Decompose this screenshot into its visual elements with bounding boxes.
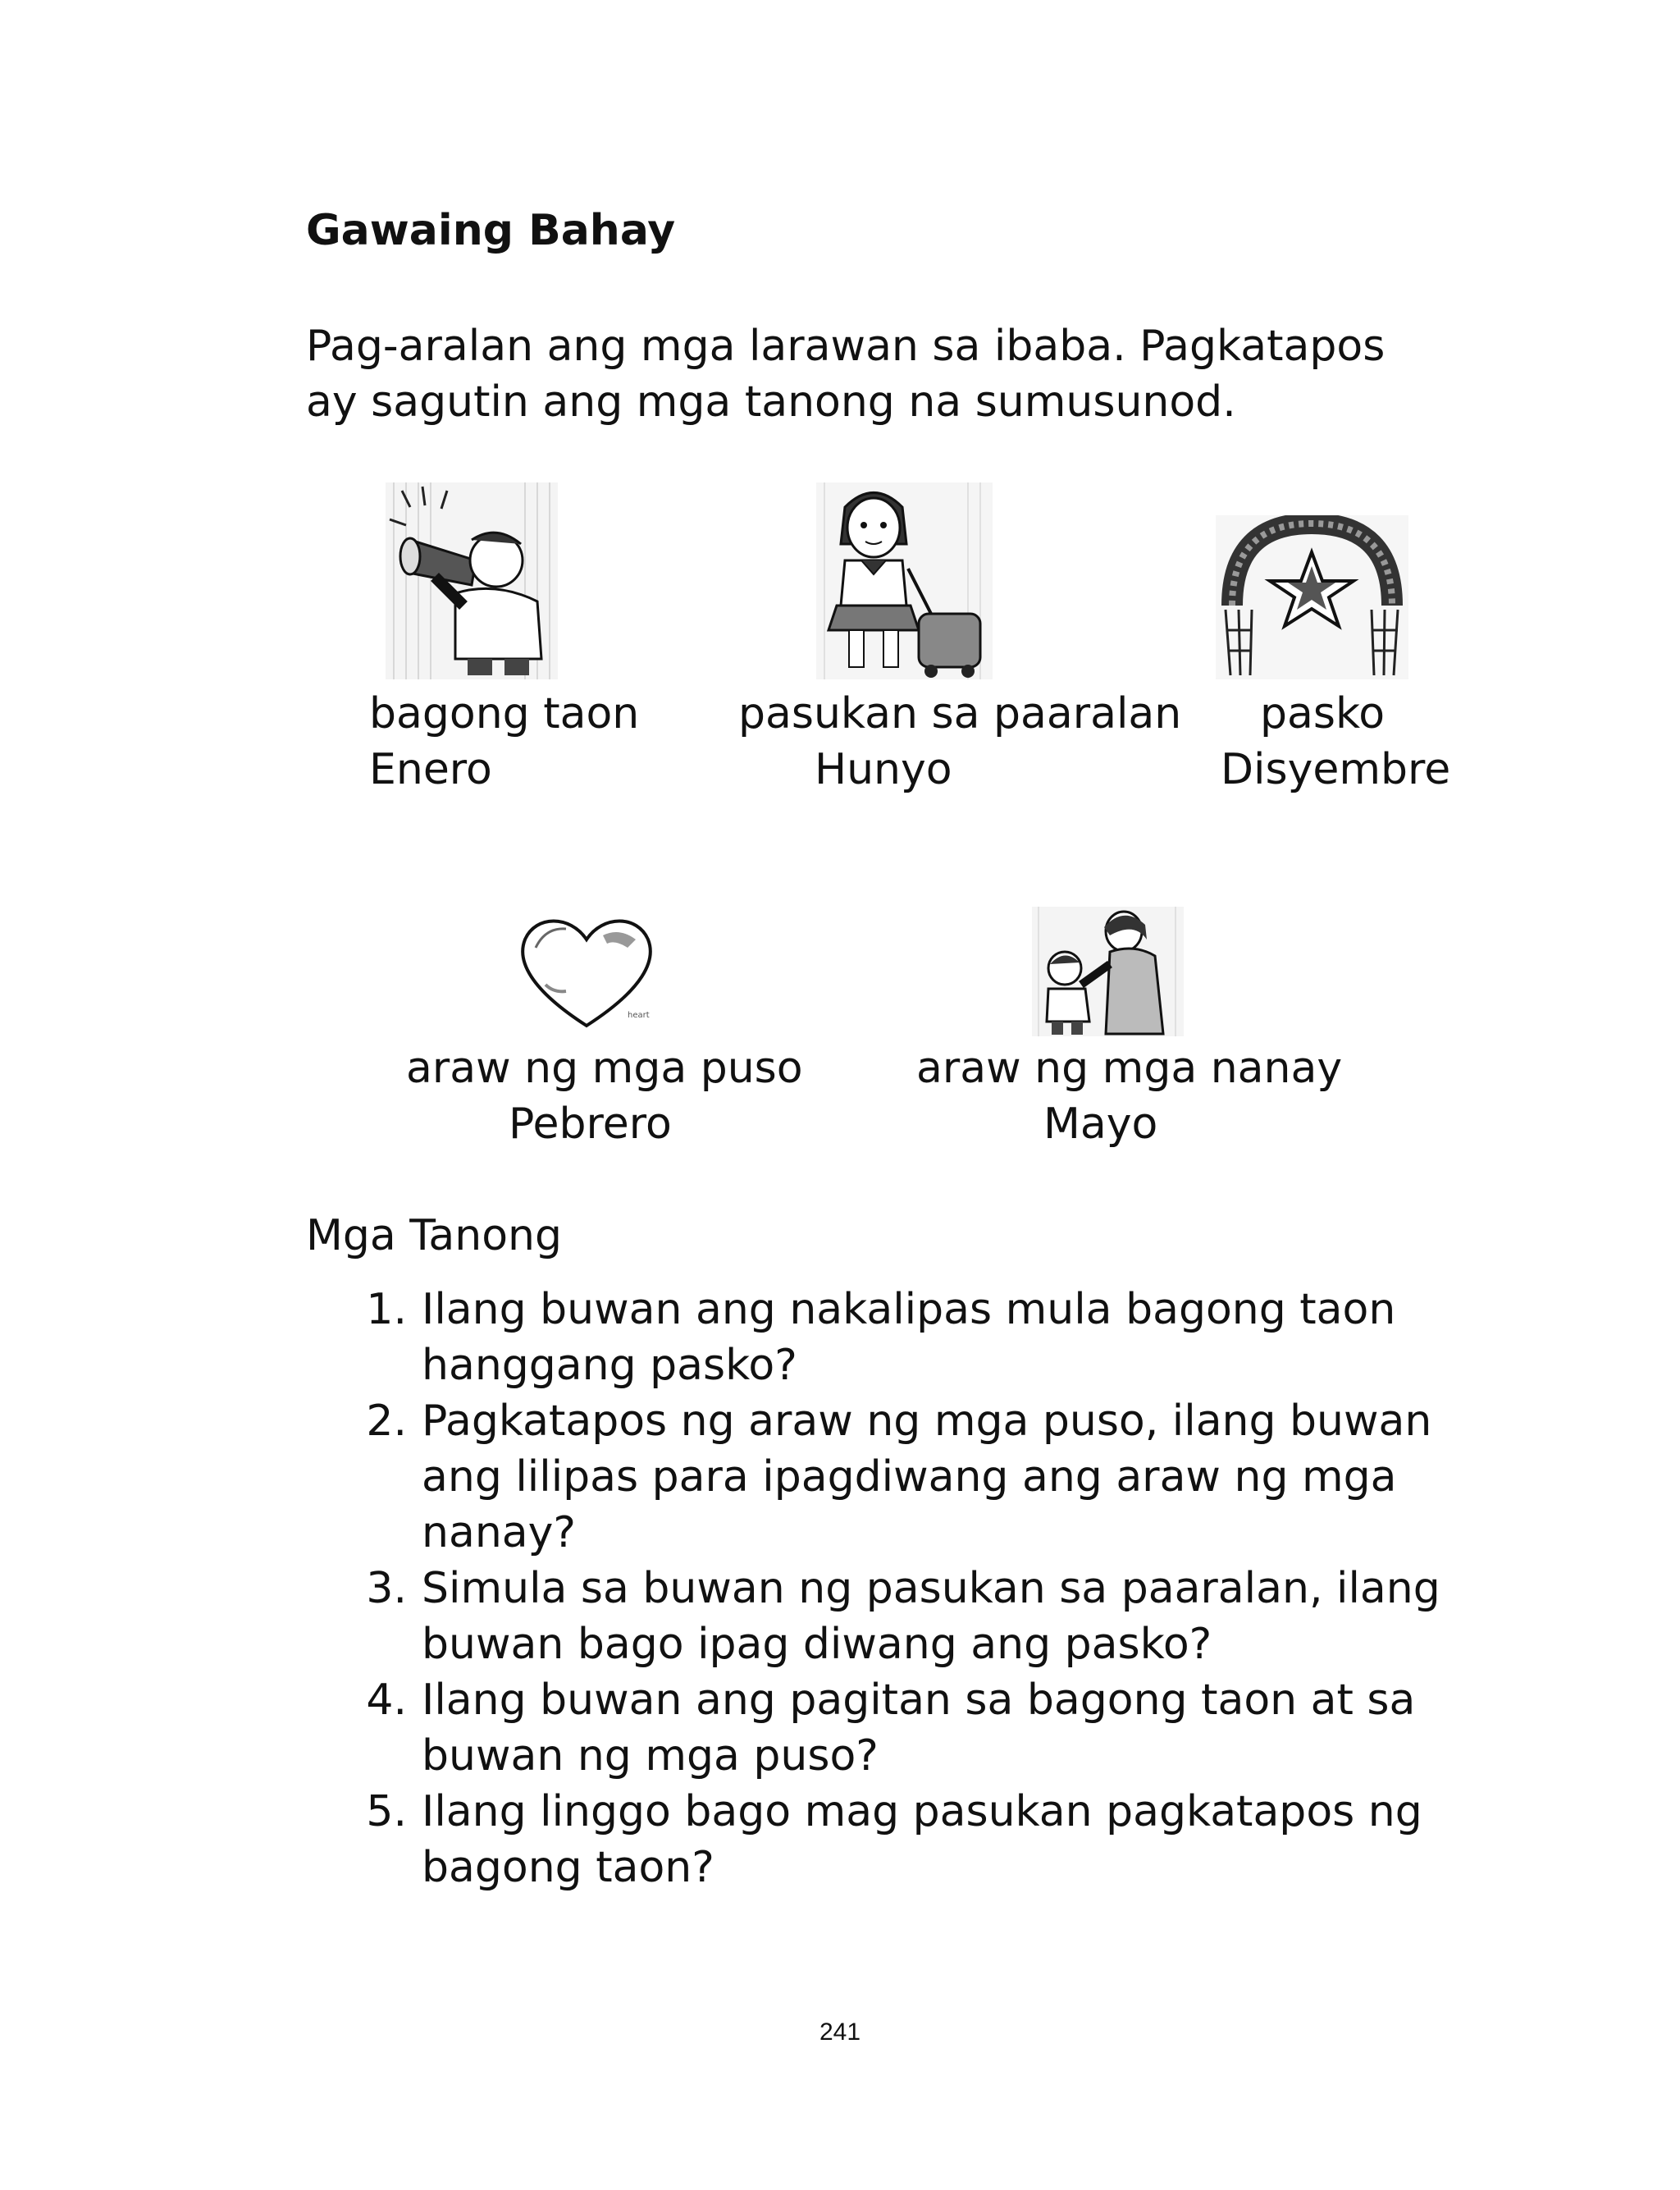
question-number: 2. <box>366 1397 407 1446</box>
questions-title: Mga Tanong <box>306 1211 563 1260</box>
question-text <box>422 1282 1501 1393</box>
instructions-line-2: ay sagutin ang mga tanong na sumusunod. <box>306 377 1236 427</box>
question-number: 3. <box>366 1564 407 1613</box>
page-title: Gawaing Bahay <box>306 206 676 255</box>
question-line: Ilang linggo bago mag pasukan pagkatapos ng <box>422 1787 1422 1836</box>
question-line: ang lilipas para ipagdiwang ang araw ng mga <box>422 1452 1397 1502</box>
boy-with-horn-icon <box>386 482 558 679</box>
question-number: 4. <box>366 1676 407 1725</box>
question-item <box>353 1393 1501 1561</box>
month-label-disyembre: Disyembre <box>1221 745 1451 794</box>
question-text <box>422 1393 1501 1561</box>
question-number: 5. <box>366 1787 407 1836</box>
question-line: bagong taon? <box>422 1843 714 1892</box>
event-label-pasukan-sa-paaralan: pasukan sa paaralan <box>738 689 1182 738</box>
svg-text:heart: heart <box>628 1011 650 1020</box>
heart-icon <box>513 911 660 1034</box>
question-line: Ilang buwan ang pagitan sa bagong taon at sa <box>422 1676 1416 1725</box>
mother-and-child-icon <box>1032 907 1184 1036</box>
event-label-araw-ng-mga-nanay: araw ng mga nanay <box>916 1044 1343 1093</box>
christmas-lantern-icon <box>1216 515 1408 679</box>
question-line: Pagkatapos ng araw ng mga puso, ilang buwan <box>422 1397 1432 1446</box>
event-label-bagong-taon: bagong taon <box>369 689 640 738</box>
questions-list <box>353 1282 1501 1895</box>
month-label-hunyo: Hunyo <box>815 745 952 794</box>
question-item <box>353 1561 1501 1672</box>
question-line: hanggang pasko? <box>422 1341 797 1390</box>
month-label-enero: Enero <box>369 745 492 794</box>
event-label-araw-ng-mga-puso: araw ng mga puso <box>406 1044 803 1093</box>
question-text <box>422 1672 1501 1784</box>
girl-with-school-bag-icon <box>816 482 993 679</box>
question-text <box>422 1784 1501 1895</box>
question-item <box>353 1282 1501 1393</box>
question-line: Simula sa buwan ng pasukan sa paaralan, ilang <box>422 1564 1440 1613</box>
question-text <box>422 1561 1501 1672</box>
instructions-line-1: Pag-aralan ang mga larawan sa ibaba. Pagkatapos <box>306 322 1386 371</box>
question-item <box>353 1784 1501 1895</box>
question-line: Ilang buwan ang nakalipas mula bagong taon <box>422 1285 1396 1334</box>
question-line: nanay? <box>422 1508 577 1557</box>
month-label-pebrero: Pebrero <box>509 1100 672 1149</box>
month-label-mayo: Mayo <box>1043 1100 1158 1149</box>
question-line: buwan bago ipag diwang ang pasko? <box>422 1620 1212 1669</box>
page-number: 241 <box>819 2019 861 2046</box>
question-number: 1. <box>366 1285 407 1334</box>
question-item <box>353 1672 1501 1784</box>
instructions <box>306 318 1471 430</box>
event-label-pasko: pasko <box>1260 689 1386 738</box>
question-line: buwan ng mga puso? <box>422 1731 879 1781</box>
